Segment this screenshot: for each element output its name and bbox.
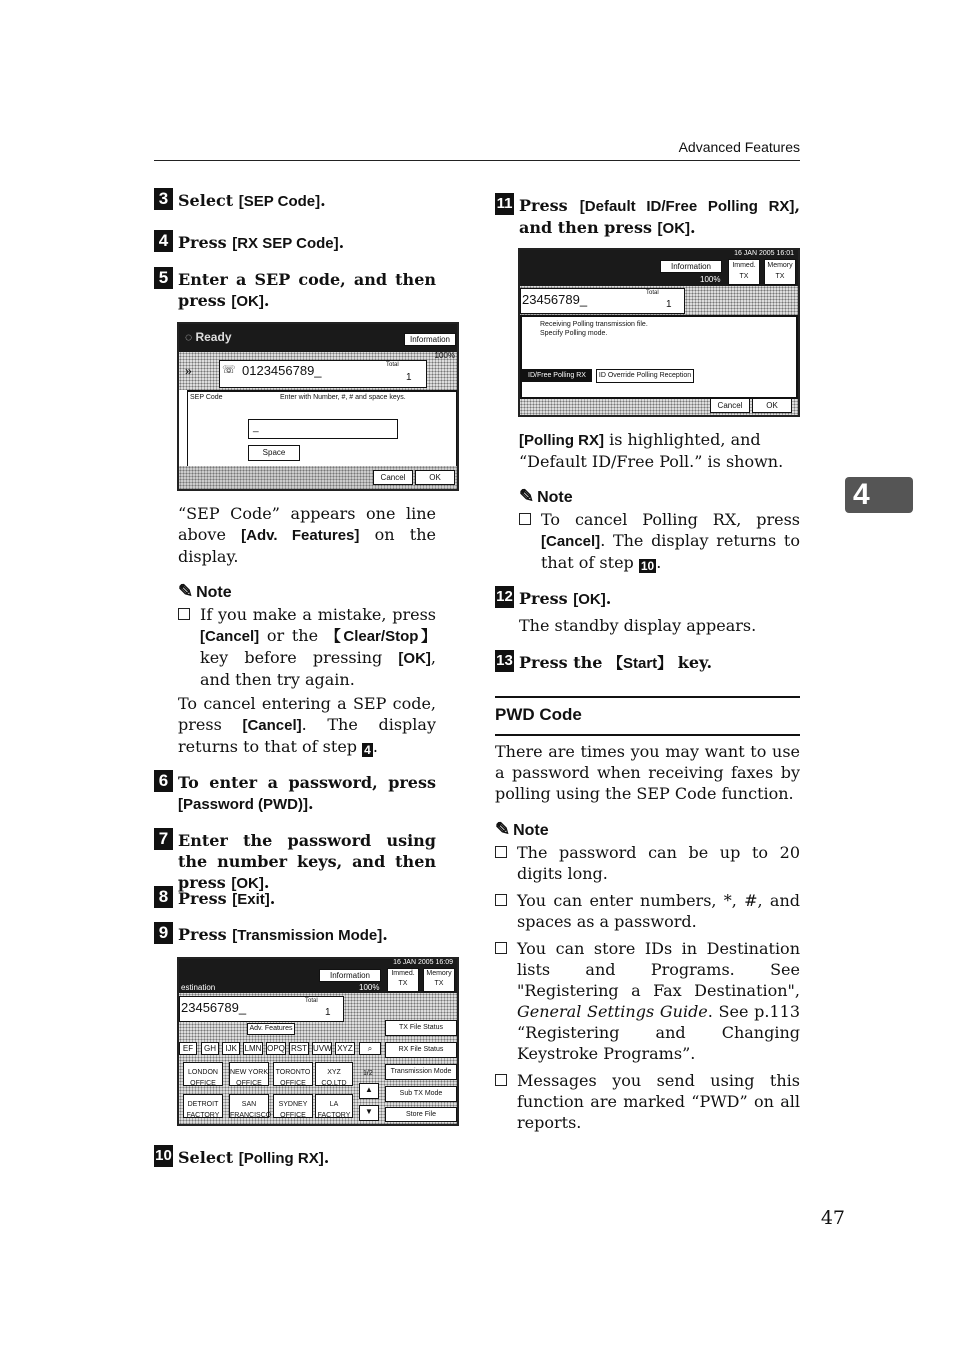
note-right-wrap <box>495 486 800 508</box>
left-column <box>154 190 436 212</box>
polling-rx-paragraph-wrap <box>495 429 800 472</box>
step-10: 10 Select [Polling RX]. <box>155 1147 330 1167</box>
screen-footer <box>179 466 457 489</box>
note-bullet: If you make a mistake, press [Cancel] or the 【Clear/Stop】 key before pressing [OK], and then try again. <box>154 604 436 690</box>
information-button[interactable]: Information <box>660 260 722 273</box>
checkbox-icon <box>495 942 507 954</box>
note-right-bullet-wrap <box>495 509 800 573</box>
adv-features-button[interactable]: Adv. Features <box>247 1023 295 1035</box>
total-label: Total <box>386 362 399 368</box>
step-12-wrap <box>495 588 800 610</box>
destination-key[interactable]: LA FACTORY <box>315 1094 353 1118</box>
step-13: 13 Press the 【Start】 key. <box>496 652 713 672</box>
id-free-polling-rx-button[interactable]: ID/Free Polling RX <box>522 369 592 382</box>
step-9-wrap <box>154 924 436 946</box>
pencil-icon: ✎ <box>495 819 511 839</box>
immed-tx-button[interactable]: Immed. TX <box>387 968 419 992</box>
standby-paragraph: The standby display appears. <box>519 616 757 635</box>
step-ref: 4 <box>364 743 371 757</box>
destination-key[interactable]: XYZ CO.LTD <box>315 1062 353 1086</box>
section-heading <box>495 696 800 736</box>
cancel-paragraph: To cancel entering a SEP code, press [Cancel]. The display returns to that of step 4 . <box>178 694 436 757</box>
note2-wrap <box>471 819 800 841</box>
destination-key[interactable]: DETROIT FACTORY <box>183 1094 223 1118</box>
input-cursor: _ <box>253 422 259 433</box>
dialed-number: 23456789_ <box>522 292 588 307</box>
cancel-paragraph-wrap <box>154 693 436 757</box>
step-6-wrap <box>154 772 436 815</box>
step-ref: 10 <box>640 559 655 573</box>
pwd-intro: There are times you may want to use a password when receiving faxes by polling using the SEP Code function. <box>495 742 800 803</box>
memory-tx-button[interactable]: Memory TX <box>423 968 455 992</box>
memory-label: 100% <box>700 275 721 284</box>
tab-ijk[interactable]: IJK <box>222 1042 240 1055</box>
destination-grid <box>179 1060 355 1122</box>
step-13-wrap <box>495 652 800 674</box>
step-4: 4 Press [RX SEP Code]. <box>154 232 436 254</box>
section-title: PWD Code <box>495 705 582 724</box>
note-bullet: Messages you send using this function are marked “PWD” on all reports. <box>471 1070 800 1133</box>
dialed-number: 23456789_ <box>181 1000 247 1015</box>
note-bullet: The password can be up to 20 digits long. <box>471 842 800 884</box>
pwd-intro-wrap <box>495 741 800 804</box>
chevron-icon[interactable]: » <box>185 364 192 378</box>
note-left <box>154 581 436 603</box>
step-7: 7 Enter the password using the number keys, and then press [OK]. <box>154 830 436 894</box>
step-11: 11 Press [Default ID/Free Polling RX], and then press [OK]. <box>496 195 801 237</box>
tab-rst[interactable]: RST <box>291 1044 307 1053</box>
step-9: 9 Press [Transmission Mode]. <box>154 924 436 946</box>
store-file-button[interactable]: Store File <box>385 1107 457 1122</box>
cancel-button[interactable]: Cancel <box>373 470 413 485</box>
total-label: Total <box>646 290 659 296</box>
note-heading: ✎ Note <box>519 486 573 506</box>
running-header <box>154 138 800 161</box>
checkbox-icon <box>178 608 190 620</box>
date-time: 16 JAN 2005 16:09 <box>393 959 453 966</box>
total-label: Total <box>305 998 318 1004</box>
up-arrow-icon[interactable]: ▲ <box>359 1083 379 1099</box>
phone-icon: ☏ <box>222 364 236 376</box>
total-value: 1 <box>666 299 672 310</box>
step-8: 8 Press [Exit]. <box>154 888 436 910</box>
note-left-bullet-wrap <box>154 604 436 690</box>
memory-label: 100% <box>359 983 380 992</box>
destination-key[interactable]: SAN FRANCISCO <box>229 1094 269 1118</box>
transmission-mode-button[interactable]: Transmission Mode <box>385 1064 457 1080</box>
dialed-number: 0123456789_ <box>242 363 322 378</box>
pencil-icon: ✎ <box>178 581 194 601</box>
number-display <box>179 996 344 1022</box>
standby-paragraph-wrap <box>495 615 800 636</box>
dialog-message: Receiving Polling transmission file. <box>540 321 648 328</box>
page-number: 47 <box>820 1207 845 1229</box>
search-icon[interactable]: ⌕ <box>359 1042 381 1055</box>
sep-code-screen <box>177 322 459 491</box>
memory-tx-button[interactable]: Memory TX <box>764 259 796 285</box>
step-8-wrap <box>154 888 436 910</box>
tab-ef[interactable]: EF <box>179 1042 197 1055</box>
number-display <box>520 288 685 314</box>
date-time: 16 JAN 2005 16:01 <box>734 250 794 257</box>
ready-label: ◌ Ready <box>185 330 232 344</box>
step-6: 6 To enter a password, press [Password (PWD)]. <box>154 772 436 815</box>
polling-rx-paragraph: [Polling RX] is highlighted, and “Default ID/Free Poll.” is shown. <box>519 430 784 471</box>
number-display <box>219 360 427 388</box>
checkbox-icon <box>495 846 507 858</box>
step-10-wrap <box>154 1147 436 1169</box>
header-title: Advanced Features <box>678 139 800 155</box>
chapter-tab: 4 <box>845 477 913 513</box>
memory-label: 100% <box>434 351 455 360</box>
note-heading: ✎ Note <box>178 581 232 601</box>
sep-code-paragraph: “SEP Code” appears one line above [Adv. Features] on the display. <box>178 504 436 566</box>
note-bullet: You can enter numbers, *, #, and spaces as a password. <box>471 890 800 932</box>
screen3-body <box>520 286 798 415</box>
id-override-polling-button[interactable]: ID Override Polling Reception <box>596 369 694 383</box>
tab-xyz[interactable]: XYZ <box>335 1042 355 1055</box>
note-bullet: To cancel Polling RX, press [Cancel]. The display returns to that of step 10 . <box>495 509 800 573</box>
screen2-top <box>179 959 457 993</box>
sub-tx-mode-button[interactable]: Sub TX Mode <box>385 1086 457 1102</box>
sep-code-input[interactable] <box>248 419 398 439</box>
ok-button[interactable]: OK <box>752 398 792 413</box>
step-5-wrap <box>154 269 436 312</box>
screen-status-bar <box>179 324 457 352</box>
tab-opq[interactable]: OPQ <box>267 1044 285 1053</box>
tab-uvw[interactable]: UVW <box>313 1044 332 1053</box>
destination-label: estination <box>181 983 216 992</box>
total-value: 1 <box>406 372 412 383</box>
sep-code-panel <box>187 390 457 467</box>
p-sep-code <box>154 503 436 567</box>
polling-dialog <box>520 315 798 399</box>
ok-button[interactable]: OK <box>415 470 455 485</box>
step-7-wrap <box>154 830 436 894</box>
total-value: 1 <box>325 1007 331 1018</box>
step-5: 5 Enter a SEP code, and then press [OK]. <box>154 269 436 312</box>
sep-code-title: SEP Code <box>190 394 223 401</box>
screen2-body <box>179 993 457 1124</box>
note-heading: ✎ Note <box>495 819 549 839</box>
destination-key[interactable]: SYDNEY OFFICE <box>273 1094 313 1118</box>
note-bullet: You can store IDs in Destination lists and Programs. See "Registering a Fax Destination", General Settings Guide. See p.113 “Registering and Changing Keystroke Programs”. <box>471 938 800 1064</box>
pencil-icon: ✎ <box>519 486 535 506</box>
information-button[interactable]: Information <box>319 969 381 982</box>
immed-tx-button[interactable]: Immed. TX <box>728 259 760 285</box>
step-3: 3 Select [SEP Code]. <box>154 190 436 212</box>
checkbox-icon <box>495 894 507 906</box>
tab-gh[interactable]: GH <box>201 1042 219 1055</box>
step-4-wrap <box>154 232 436 254</box>
tab-lmn[interactable]: LMN <box>244 1044 262 1053</box>
checkbox-icon <box>519 513 531 525</box>
alpha-tabs <box>179 1042 379 1055</box>
destination-key[interactable]: TORONTO OFFICE <box>273 1062 313 1086</box>
down-arrow-icon[interactable]: ▼ <box>359 1105 379 1121</box>
destination-bar <box>179 352 457 390</box>
transmission-screen <box>177 957 459 1126</box>
information-button[interactable]: Information <box>404 333 456 346</box>
step-11-wrap <box>495 195 800 239</box>
polling-rx-screen <box>518 248 800 417</box>
instruction-text: Enter with Number, #, # and space keys. <box>280 394 406 401</box>
step-12: 12 Press [OK]. <box>496 588 612 608</box>
page-indicator: 1/2 <box>363 1070 373 1077</box>
note2-bullets <box>471 842 800 1133</box>
screen3-top <box>520 250 798 286</box>
destination-key[interactable]: LONDON OFFICE <box>183 1062 223 1086</box>
destination-key[interactable]: NEW YORK OFFICE <box>229 1062 269 1086</box>
cancel-button[interactable]: Cancel <box>710 398 750 413</box>
checkbox-icon <box>495 1074 507 1086</box>
rx-file-status-button[interactable]: RX File Status <box>385 1042 457 1058</box>
tx-file-status-button[interactable]: TX File Status <box>385 1020 457 1036</box>
space-button[interactable]: Space <box>248 445 300 461</box>
dialog-instruction: Specify Polling mode. <box>540 330 608 337</box>
